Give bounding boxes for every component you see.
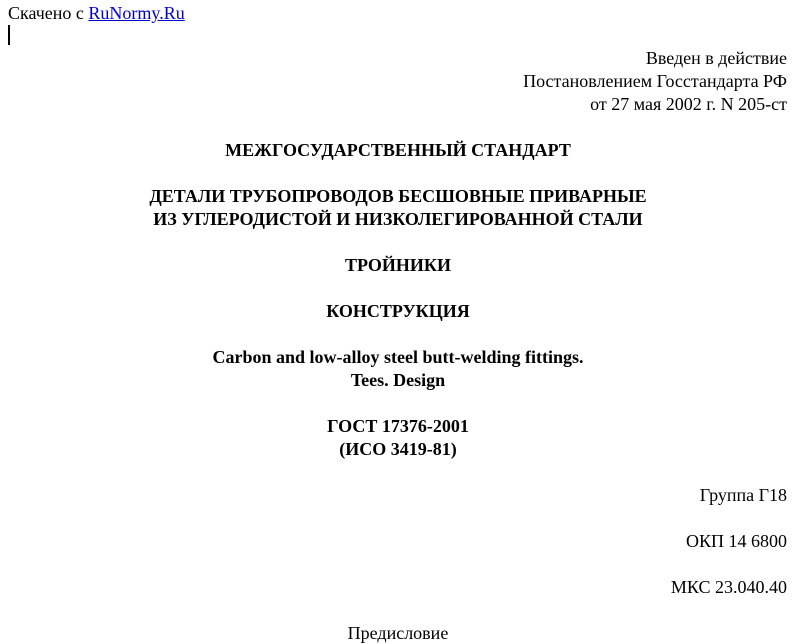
source-prefix: Скачено с [8, 3, 89, 23]
source-link[interactable]: RuNormy.Ru [88, 3, 185, 23]
subtitle-design: КОНСТРУКЦИЯ [326, 301, 470, 321]
subtitle-tees: ТРОЙНИКИ [345, 255, 451, 275]
english-title-line-1: Carbon and low-alloy steel butt-welding fittings. [212, 347, 584, 367]
enactment-line-3: от 27 мая 2002 г. N 205-ст [590, 94, 787, 114]
source-line [8, 2, 185, 24]
iso-number: (ИСО 3419-81) [339, 439, 457, 459]
title-line-2: ИЗ УГЛЕРОДИСТОЙ И НИЗКОЛЕГИРОВАННОЙ СТАЛИ [153, 209, 643, 229]
enactment-line-1: Введен в действие [645, 48, 787, 68]
mks-code: МКС 23.040.40 [670, 577, 787, 597]
text-cursor [8, 25, 10, 45]
standard-type: МЕЖГОСУДАРСТВЕННЫЙ СТАНДАРТ [225, 140, 571, 160]
english-title-line-2: Tees. Design [350, 370, 446, 390]
group-code: Группа Г18 [699, 485, 787, 505]
gost-number: ГОСТ 17376-2001 [327, 416, 469, 436]
foreword-heading: Предисловие [347, 623, 449, 643]
title-line-1: ДЕТАЛИ ТРУБОПРОВОДОВ БЕСШОВНЫЕ ПРИВАРНЫЕ [149, 186, 647, 206]
enactment-line-2: Постановлением Госстандарта РФ [523, 71, 787, 91]
okp-code: ОКП 14 6800 [685, 531, 787, 551]
